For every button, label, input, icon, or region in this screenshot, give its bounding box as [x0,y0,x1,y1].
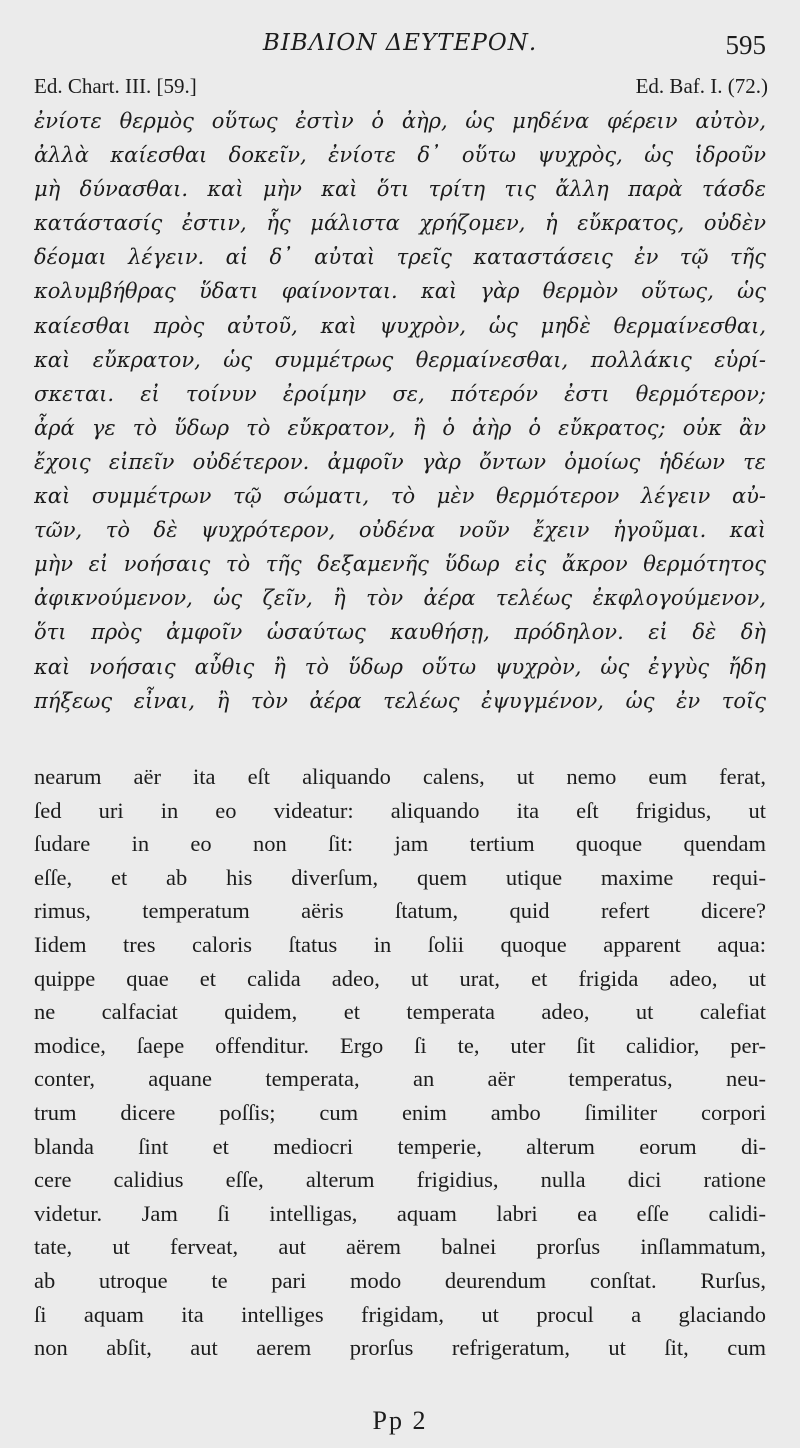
latin-line: ab utroque te pari modo deurendum conſtat. Rurſus, [34,1267,766,1293]
greek-line: κατάστασίς ἐστιν, ἧς μάλιστα χρήζομεν, ἡ εὔκρατος, οὐδὲν [34,211,766,236]
greek-line: καὶ νοήσαις αὖθις ἢ τὸ ὕδωρ οὕτω ψυχρὸν, ὡς ἐγγὺς ἤδη [34,654,766,679]
greek-line: ἔχοις εἰπεῖν οὐδέτερον. ἀμφοῖν γὰρ ὄντων ὁμοίως ἡδέων τε [34,449,766,474]
greek-line: ἀφικνούμενον, ὡς ζεῖν, ἢ τὸν ἀέρα τελέως ἐκφλογούμενον, [34,586,766,611]
greek-line: καὶ εὔκρατον, ὡς συμμέτρως θερμαίνεσθαι, πολλάκις εὑρί- [34,347,766,372]
greek-line: ἐνίοτε θερμὸς οὕτως ἐστὶν ὁ ἀὴρ, ὡς μηδένα φέρειν αὐτὸν, [34,109,766,133]
latin-line: trum dicere poſſis; cum enim ambo ſimiliter corpori [34,1099,766,1125]
edition-reference-basel: Ed. Baf. I. (72.) [635,74,768,98]
latin-line: ne calfaciat quidem, et temperata adeo, ut calefiat [34,999,766,1025]
greek-line: ἀλλὰ καίεσθαι δοκεῖν, ἐνίοτε δ᾽ οὕτω ψυχρὸς, ὡς ἱδροῦν [34,143,766,168]
latin-line: ſudare in eo non ſit: jam tertium quoque quendam [34,831,766,857]
greek-line: πήξεως εἶναι, ἢ τὸν ἀέρα τελέως ἐψυγμένον, ὡς ἐν τοῖς [34,688,766,713]
greek-line: δέομαι λέγειν. αἱ δ᾽ αὐταὶ τρεῖς καταστάσεις ἐν τῷ τῆς [34,245,766,270]
latin-line: tate, ut ferveat, aut aërem balnei prorſus inſlammatum, [34,1234,766,1260]
edition-reference-chartier: Ed. Chart. III. [59.] [34,74,197,98]
greek-line: καίεσθαι πρὸς αὐτοῦ, καὶ ψυχρὸν, ὡς μηδὲ θερμαίνεσθαι, [34,313,766,338]
greek-line: καὶ συμμέτρων τῷ σώματι, τὸ μὲν θερμότερον λέγειν αὐ- [34,484,766,509]
latin-text-block [34,760,766,1365]
greek-line: ἆρά γε τὸ ὕδωρ τὸ εὔκρατον, ἢ ὁ ἀὴρ ὁ εὔκρατος; οὐκ ἂν [34,415,766,440]
latin-line: non abſit, aut aerem prorſus refrigeratum, ut ſit, cum [34,1335,766,1361]
latin-line: videtur. Jam ſi intelligas, aquam labri ea eſſe calidi- [34,1200,766,1226]
latin-line: quippe quae et calida adeo, ut urat, et frigida adeo, ut [34,965,766,991]
latin-line: ſi aquam ita intelliges frigidam, ut procul a glaciando [34,1301,766,1327]
latin-line: cere calidius eſſe, alterum frigidius, nulla dici ratione [34,1167,766,1193]
latin-line: modice, ſaepe offenditur. Ergo ſi te, uter ſit calidior, per- [34,1032,766,1058]
greek-line: τῶν, τὸ δὲ ψυχρότερον, οὐδένα νοῦν ἔχειν ἡγοῦμαι. καὶ [34,518,766,543]
greek-line: μὴ δύνασθαι. καὶ μὴν καὶ ὅτι τρίτη τις ἄλλη παρὰ τάσδε [34,177,766,202]
latin-line: Iidem tres caloris ſtatus in ſolii quoque apparent aqua: [34,931,766,957]
latin-line: ſed uri in eo videatur: aliquando ita eſt frigidus, ut [34,797,766,823]
greek-text-block [34,104,766,718]
greek-line: κολυμβήθρας ὕδατι φαίνονται. καὶ γὰρ θερμὸν οὕτως, ὡς [34,279,766,304]
page-number: 595 [725,30,766,60]
signature-mark: Pp 2 [372,1406,428,1435]
latin-line: rimus, temperatum aëris ſtatum, quid refert dicere? [34,898,766,924]
latin-line: nearum aër ita eſt aliquando calens, ut nemo eum ferat, [34,764,766,789]
latin-line: eſſe, et ab his diverſum, quem utique maxime requi- [34,864,766,890]
running-head: ΒΙΒΛΙΟΝ ΔΕΥΤΕΡΟΝ. [262,30,538,56]
greek-line: ὅτι πρὸς ἀμφοῖν ὡσαύτως καυθήσῃ, πρόδηλον. εἰ δὲ δὴ [34,620,766,645]
latin-line: conter, aquane temperata, an aër temperatus, neu- [34,1066,766,1092]
greek-line: μὴν εἰ νοήσαις τὸ τῆς δεξαμενῆς ὕδωρ εἰς ἄκρον θερμότητος [34,552,766,577]
latin-line: blanda ſint et mediocri temperie, alterum eorum di- [34,1133,766,1159]
greek-line: σκεται. εἰ τοίνυν ἐροίμην σε, πότερόν ἐστι θερμότερον; [34,381,766,406]
